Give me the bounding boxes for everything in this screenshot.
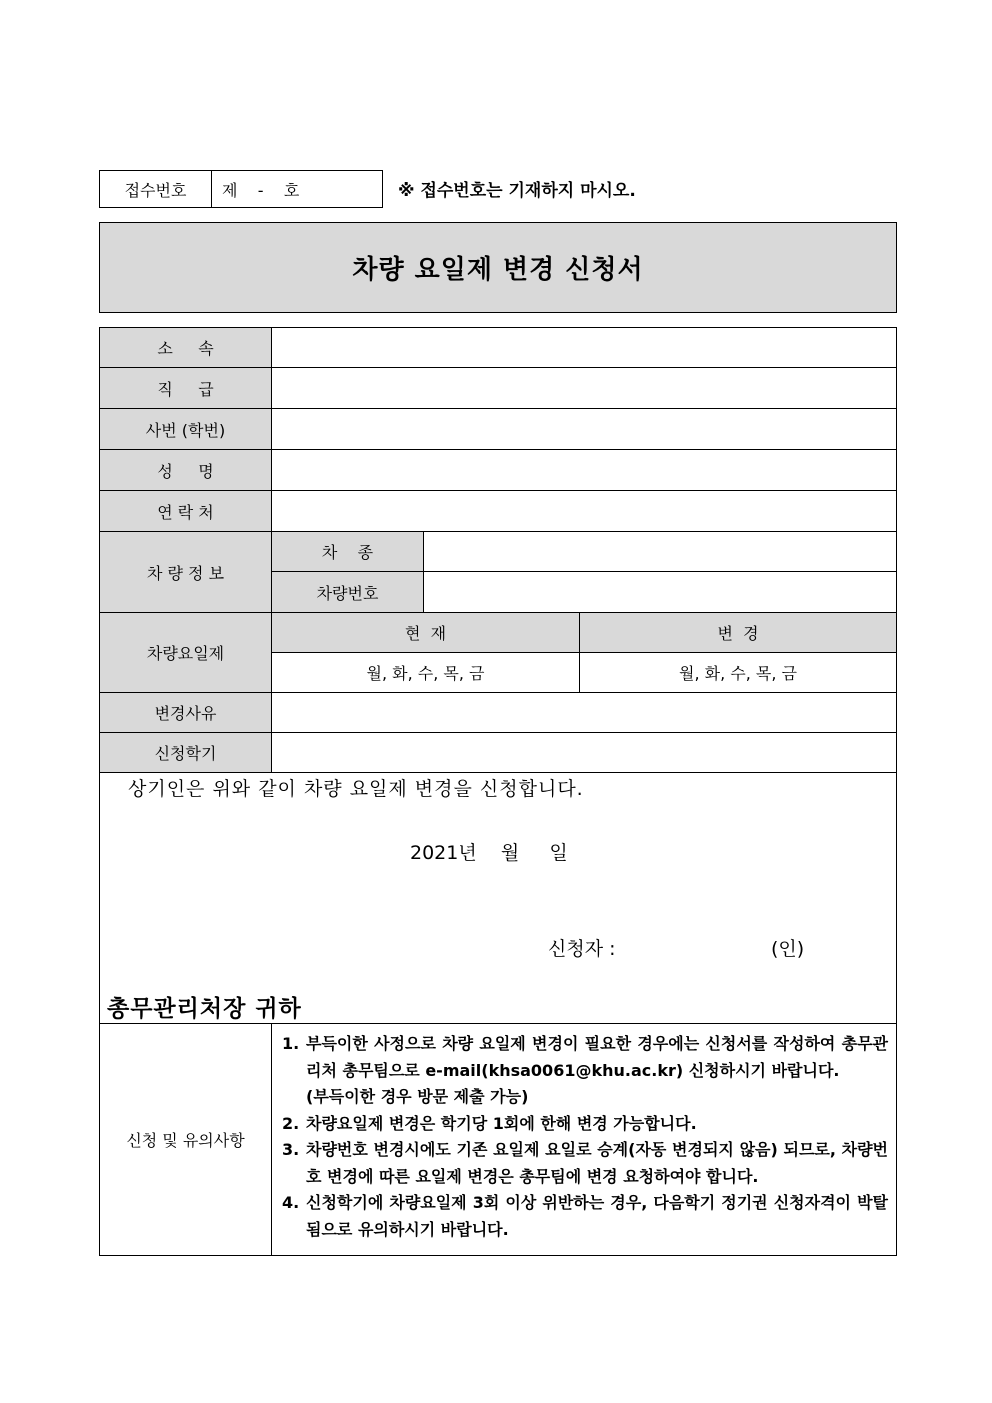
note-number: 3. bbox=[282, 1140, 300, 1159]
note-item-4 bbox=[282, 1190, 888, 1243]
receipt-number-box bbox=[99, 170, 383, 208]
statement-text: 상기인은 위와 같이 차량 요일제 변경을 신청합니다. bbox=[128, 778, 584, 800]
form-title: 차량 요일제 변경 신청서 bbox=[99, 222, 897, 313]
note-item-1 bbox=[282, 1031, 888, 1084]
rotation-change-days[interactable]: 월, 화, 수, 목, 금 bbox=[579, 652, 897, 693]
employee-id-field[interactable] bbox=[271, 408, 897, 450]
rotation-current-header: 현 재 bbox=[271, 612, 580, 653]
note-number: 4. bbox=[282, 1193, 300, 1212]
application-date[interactable]: 2021년 월 일 bbox=[410, 842, 568, 864]
applicant-label: 신청자 : bbox=[548, 938, 616, 960]
car-type-field[interactable] bbox=[423, 531, 897, 572]
semester-label: 신청학기 bbox=[99, 732, 272, 773]
reason-label: 변경사유 bbox=[99, 692, 272, 733]
name-label: 성 명 bbox=[99, 449, 272, 491]
car-number-field[interactable] bbox=[423, 571, 897, 613]
receipt-number-value[interactable]: 제 - 호 bbox=[222, 180, 300, 200]
affiliation-field[interactable] bbox=[271, 327, 897, 368]
note-number: 2. bbox=[282, 1113, 300, 1133]
car-type-label: 차 종 bbox=[271, 531, 424, 572]
note-text: 차량요일제 변경은 학기당 1회에 한해 변경 가능합니다. bbox=[306, 1113, 697, 1133]
note-item-3 bbox=[282, 1137, 888, 1190]
recipient-text: 총무관리처장 귀하 bbox=[107, 996, 302, 1022]
semester-field[interactable] bbox=[271, 732, 897, 773]
receipt-note: ※ 접수번호는 기재하지 마시오. bbox=[398, 181, 636, 201]
rotation-current-days[interactable]: 월, 화, 수, 목, 금 bbox=[271, 652, 580, 693]
contact-field[interactable] bbox=[271, 490, 897, 532]
note-number: 1. bbox=[282, 1034, 300, 1053]
employee-id-label: 사번 (학번) bbox=[99, 408, 272, 450]
note-text: 부득이한 사정으로 차량 요일제 변경이 필요한 경우에는 신청서를 작성하여 총무관리처 총무팀으로 e-mail(khsa0061@khu.ac.kr) 신청하시기 바랍니다. bbox=[306, 1034, 888, 1080]
statement-box bbox=[99, 772, 897, 1024]
affiliation-label: 소 속 bbox=[99, 327, 272, 368]
reason-field[interactable] bbox=[271, 692, 897, 733]
name-field[interactable] bbox=[271, 449, 897, 491]
car-number-label: 차량번호 bbox=[271, 571, 424, 613]
rotation-label: 차량요일제 bbox=[99, 612, 272, 693]
position-field[interactable] bbox=[271, 367, 897, 409]
note-number bbox=[282, 1084, 306, 1111]
note-text: 신청학기에 차량요일제 3회 이상 위반하는 경우, 다음학기 정기권 신청자격이 박탈됨으로 유의하시기 바랍니다. bbox=[306, 1193, 888, 1239]
note-item-1-sub bbox=[282, 1084, 888, 1111]
contact-label: 연 락 처 bbox=[99, 490, 272, 532]
note-text: (부득이한 경우 방문 제출 가능) bbox=[306, 1087, 529, 1106]
note-item-2 bbox=[282, 1111, 888, 1138]
receipt-number-label: 접수번호 bbox=[100, 171, 212, 207]
notes-list bbox=[271, 1023, 897, 1256]
note-text: 차량번호 변경시에도 기존 요일제 요일로 승계(자동 변경되지 않음) 되므로, 차량번호 변경에 따른 요일제 변경은 총무팀에 변경 요청하여야 합니다. bbox=[306, 1140, 888, 1186]
seal-mark: (인) bbox=[771, 938, 805, 960]
position-label: 직 급 bbox=[99, 367, 272, 409]
notes-label: 신청 및 유의사항 bbox=[99, 1023, 272, 1256]
vehicle-info-label: 차 량 정 보 bbox=[99, 531, 272, 613]
rotation-change-header: 변 경 bbox=[579, 612, 897, 653]
